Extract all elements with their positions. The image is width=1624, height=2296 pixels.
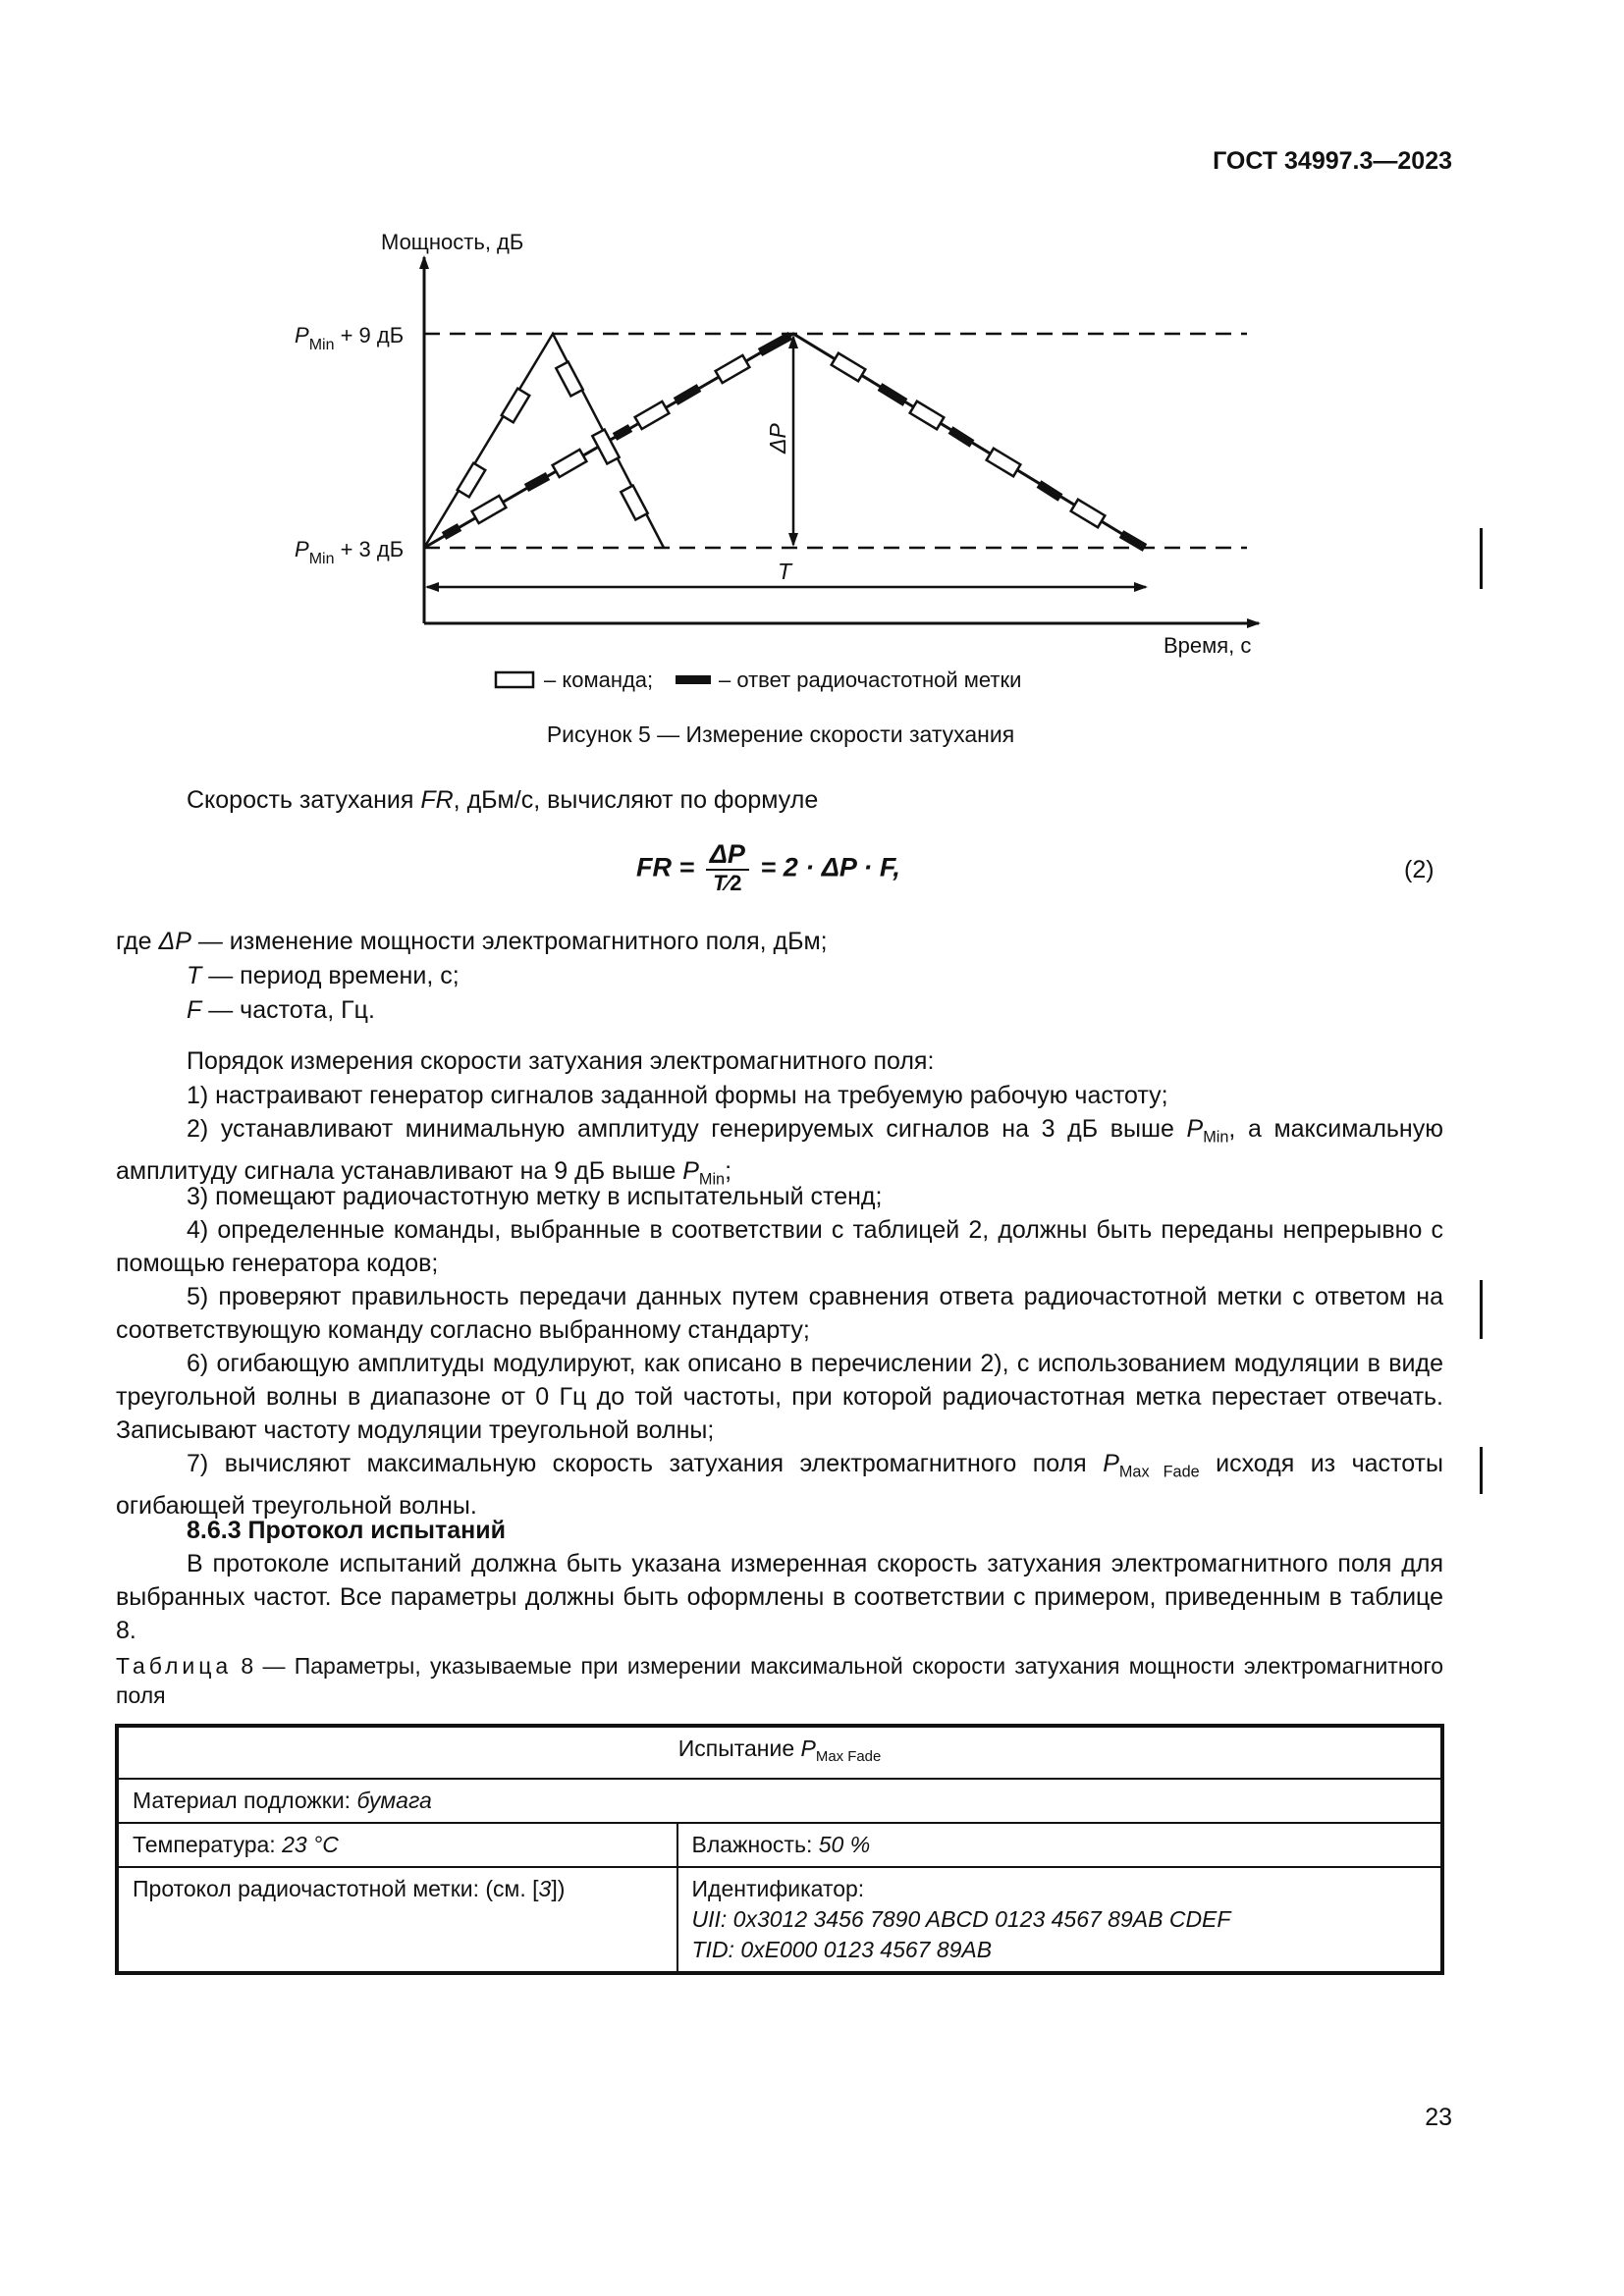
step-5: 5) проверяют правильность передачи данных путем сравнения ответа радиочастотной метки с ответом на соответствующую команду согласно выбранному стандарту;	[116, 1283, 1443, 1344]
figure-fade-rate	[0, 0, 1624, 707]
step-6: 6) огибающую амплитуды модулируют, как описано в перечислении 2), с использованием модуляции в виде треугольной волны в диапазоне от 0 Гц до той частоты, при которой радиочастотная метка перестает отвечать. Записывают частоту модуляции треугольной волны;	[116, 1350, 1443, 1444]
y-axis-label: Мощность, дБ	[381, 230, 524, 254]
step-1: 1) настраивают генератор сигналов заданной формы на требуемую рабочую частоту;	[187, 1082, 1168, 1109]
step-2: 2) устанавливают минимальную амплитуду генерируемых сигналов на 3 дБ выше $P_{Min}$, а максимальную амплитуду сигнала устанавливают на 9 дБ выше $P_{Min}$;	[116, 1115, 1443, 1189]
legend-response-text: – ответ радиочастотной метки	[719, 667, 1022, 692]
level-low-label: $P_{Min} + 3$ дБ	[295, 537, 405, 567]
delta-p-label: ΔP	[765, 423, 790, 454]
identifier-cell: Идентификатор: UII: 0x3012 3456 7890 ABCD 0123 4567 89AB CDEF TID: 0xE000 0123 4567 89AB	[677, 1867, 1442, 1973]
table-row	[118, 1779, 1442, 1823]
formula: FR = ΔP T⁄2 = 2 · ΔP · F,	[636, 839, 900, 895]
change-bar	[1480, 1447, 1483, 1494]
section-text: В протоколе испытаний должна быть указана измеренная скорость затухания электромагнитного поля для выбранных частот. Все параметры должны быть оформлены в соответствии с примером, приведенным в таблице 8.	[116, 1550, 1443, 1644]
substrate-cell: Материал подложки: бумага	[118, 1779, 1442, 1823]
temperature-cell: Температура: 23 °C	[118, 1823, 677, 1867]
step-3: 3) помещают радиочастотную метку в испытательный стенд;	[187, 1183, 883, 1210]
command-rects-fast	[458, 362, 648, 520]
table-title-cell: Испытание $P_{Max Fade}$	[118, 1727, 1442, 1780]
table-8	[116, 1725, 1443, 1974]
protocol-cell: Протокол радиочастотной метки: (см. [3])	[118, 1867, 677, 1973]
formula-intro: Скорость затухания FR, дБм/с, вычисляют по формуле	[187, 786, 819, 814]
x-axis-label: Время, с	[1164, 633, 1252, 658]
legend-response-swatch	[676, 675, 711, 684]
where-2: T — период времени, с;	[187, 962, 460, 989]
t-label: T	[778, 559, 792, 584]
step-7: 7) вычисляют максимальную скорость затухания электромагнитного поля $P_{Max Fade}$ исходя из частоты огибающей треугольной волны.	[116, 1450, 1443, 1520]
table-title-row	[118, 1727, 1442, 1780]
table-row	[118, 1867, 1442, 1973]
humidity-cell: Влажность: 50 %	[677, 1823, 1442, 1867]
formula-number: (2)	[1404, 856, 1435, 883]
step-4: 4) определенные команды, выбранные в соответствии с таблицей 2, должны быть переданы непрерывно с помощью генератора кодов;	[116, 1216, 1443, 1277]
legend-command-text: – команда;	[544, 667, 654, 692]
where-3: F — частота, Гц.	[187, 996, 375, 1024]
page-number: 23	[1425, 2104, 1452, 2131]
table-row	[118, 1823, 1442, 1867]
level-high-label: $P_{Min} + 9$ дБ	[295, 323, 405, 353]
table-caption: Таблица 8 — Параметры, указываемые при измерении максимальной скорости затухания мощности электромагнитного поля	[116, 1653, 1443, 1708]
figure-caption: Рисунок 5 — Измерение скорости затухания	[546, 721, 1015, 747]
procedure-intro: Порядок измерения скорости затухания электромагнитного поля:	[187, 1047, 935, 1075]
change-bar	[1480, 528, 1483, 589]
legend-command-swatch	[496, 672, 533, 687]
section-title: 8.6.3 Протокол испытаний	[187, 1517, 506, 1544]
standard-header: ГОСТ 34997.3—2023	[1213, 147, 1452, 175]
where-1: где ΔP — изменение мощности электромагнитного поля, дБм;	[116, 928, 828, 955]
change-bar	[1480, 1280, 1483, 1339]
fast-triangle-wave	[424, 334, 664, 548]
